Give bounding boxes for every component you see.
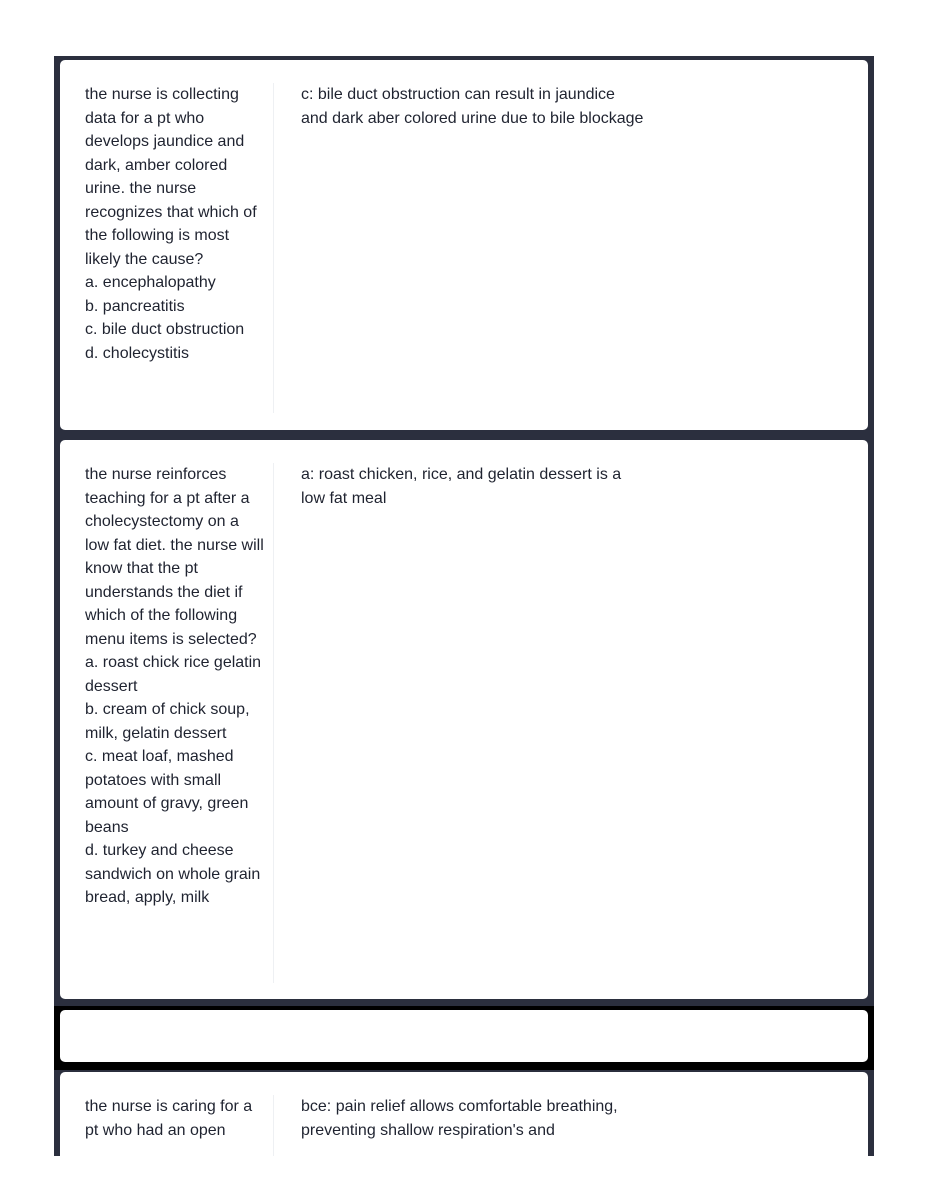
empty-flashcard <box>60 1010 868 1062</box>
flashcard <box>60 440 868 999</box>
card-term: the nurse is collecting data for a pt who develops jaundice and dark, amber colored urine. the nurse recognizes that which of the following is most likely the cause? a. encephalopathy b. pancreatitis c. bile duct obstruction d. cholecystitis <box>85 83 274 413</box>
card-definition: bce: pain relief allows comfortable breathing, preventing shallow respiration's and <box>301 1098 618 1139</box>
card-term: the nurse is caring for a pt who had an open <box>85 1095 274 1156</box>
flashcard-list <box>54 56 874 1156</box>
flashcard <box>60 60 868 430</box>
card-definition: c: bile duct obstruction can result in jaundice and dark aber colored urine due to bile blockage <box>301 86 644 127</box>
card-definition: a: roast chicken, rice, and gelatin dessert is a low fat meal <box>301 466 622 507</box>
flashcard <box>60 1072 868 1156</box>
card-term: the nurse reinforces teaching for a pt after a cholecystectomy on a low fat diet. the nurse will know that the pt understands the diet if which of the following menu items is selected? a. roast chick rice gelatin dessert b. cream of chick soup, milk, gelatin dessert c. meat loaf, mashed potatoes with small amount of gravy, green beans d. turkey and cheese sandwich on whole grain bread, apply, milk <box>85 463 274 983</box>
